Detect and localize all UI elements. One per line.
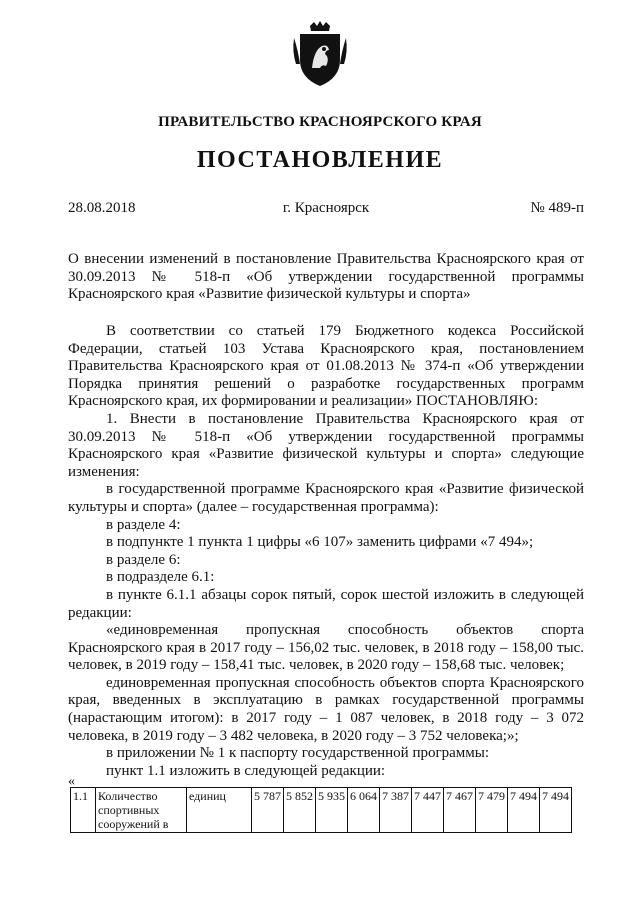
document-type-title: ПОСТАНОВЛЕНИЕ [196,147,444,173]
value-cell: 5 787 [252,788,284,833]
value-cell: 7 467 [444,788,476,833]
government-name: ПРАВИТЕЛЬСТВО КРАСНОЯРСКОГО КРАЯ [158,114,482,130]
document-body [68,323,584,780]
value-cell: 7 479 [476,788,508,833]
value-cell: 7 494 [508,788,540,833]
paragraph: 1. Внести в постановление Правительства Красноярского края от 30.09.2013 № 518-п «Об утверждении государственной программы Красноярского края «Развитие физической культуры и спорта» следующие изменения: [68,410,584,480]
paragraph: единовременная пропускная способность объектов спорта Красноярского края, введенных в эксплуатацию в рамках государственной программы (нарастающим итогом): в 2017 году – 1 087 человек, в 2018 году – 3 072 человека, в 2019 году – 3 482 человека, в 2020 году – 3 752 человека;»; [68,674,584,744]
paragraph: «единовременная пропускная способность объектов спорта Красноярского края в 2017 году – 156,02 тыс. человек, в 2018 году – 158,00 тыс. человек, в 2019 году – 158,41 тыс. человек, в 2020 году – 158,68 тыс. человек; [68,622,584,674]
paragraph: в разделе 6: [106,551,181,568]
paragraph: в государственной программе Красноярского края «Развитие физической культуры и спорта» (далее – государственная программа): [68,481,584,515]
paragraph: пункт 1.1 изложить в следующей редакции: [106,762,386,779]
paragraph: в подразделе 6.1: [106,569,215,586]
value-cell: 7 494 [540,788,572,833]
row-number: 1.1 [71,788,96,833]
quote-open-mark: « [68,774,75,789]
paragraph: в разделе 4: [106,516,181,533]
value-cell: 6 064 [348,788,380,833]
value-cell: 7 447 [412,788,444,833]
paragraph: в подпункте 1 пункта 1 цифры «6 107» заменить цифрами «7 494»; [106,534,534,551]
paragraph: в пункте 6.1.1 абзацы сорок пятый, сорок шестой изложить в следующей редакции: [68,586,584,621]
value-cell: 5 935 [316,788,348,833]
value-cell: 7 387 [380,788,412,833]
document-number: № 489-п [530,200,584,216]
document-city: г. Красноярск [282,200,370,216]
paragraph: В соответствии со статьей 179 Бюджетного кодекса Российской Федерации, статьей 103 Устава Красноярского края, постановлением Правительства Красноярского края от 01.08.2013 № 374-п «Об утверждении Порядка принятия решений о разработке государственных программ Красноярского края, их формировании и реализации» ПОСТАНОВЛЯЮ: [68,323,584,410]
document-subject: О внесении изменений в постановление Правительства Красноярского края от 30.09.2013 № 518-п «Об утверждении государственной программы Красноярского края «Развитие физической культуры и спорта» [68,251,584,302]
coat-of-arms-emblem [292,20,348,88]
table-row [71,788,572,833]
document-date: 28.08.2018 [68,200,136,216]
indicator-name: Количество спортивных сооружений в [96,788,187,833]
value-cell: 5 852 [284,788,316,833]
paragraph: в приложении № 1 к паспорту государственной программы: [106,745,490,762]
unit-cell: единиц [187,788,252,833]
indicator-table [70,787,572,833]
